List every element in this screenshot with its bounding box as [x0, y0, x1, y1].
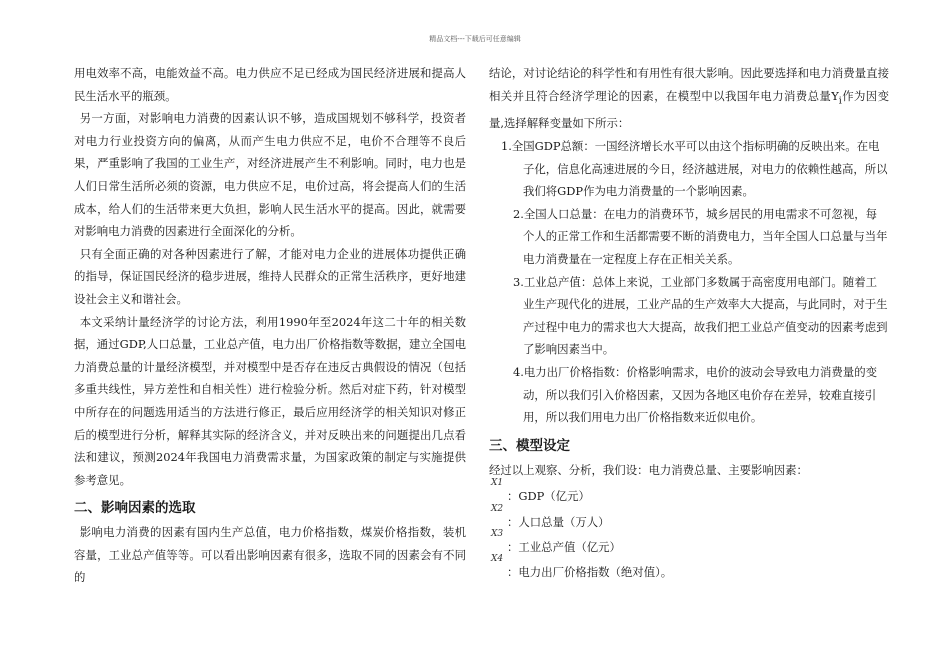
- variable-row: [489, 478, 889, 506]
- paragraph: 另一方面，对影响电力消费的因素认识不够，造成国规划不够科学，投资者对电力行业投资方向的偏离，从而产生电力供应不足，电价不合理等不良后果，严重影响了我国的工业生产，对经济进展产生不利影响。同时，电力也是人们日常生活所必须的资源，电力供应不足，电价过高，将会提高人们的生活成本，给人们的生活带来更大负担，影响人民生活水平的提高。因此，就需要对影响电力消费的因素进行全面深化的分析。: [74, 111, 466, 239]
- list-item-cont: 动，所以我们引入价格因素，又因为各地区电价存在差异，较难直接引用，所以我们用电力出厂价格指数来近似电价。: [523, 387, 877, 425]
- list-item-cont: 子化，信息化高速进展的今日，经济越进展，对电力的依赖性越高，所以我们将GDP作为电力消费量的一个影响因素。: [523, 161, 888, 199]
- variable-desc: ：GDP（亿元）: [507, 489, 590, 504]
- variable-row: [489, 528, 889, 557]
- list-item-lead: 3.工业总产值：总体上来说，工业部门多数属于高密度用电部门。随着工: [513, 274, 877, 289]
- left-column: [74, 62, 466, 589]
- variable-symbol: X1: [491, 478, 504, 489]
- variable-row: [489, 553, 889, 582]
- list-item-lead: 2.全国人口总量：在电力的消费环节，城乡居民的用电需求不可忽视，每: [513, 206, 877, 221]
- list-item-cont: 业生产现代化的进展，工业产品的生产效率大大提高，与此同时，对于生产过程中电力的需求也大大提高，故我们把工业总产值变动的因素考虑到了影响因素当中。: [523, 297, 888, 357]
- list-item-lead: 1.全国GDP总额：一国经济增长水平可以由这个指标明确的反映出来。在电: [501, 139, 880, 154]
- variable-row: [489, 503, 889, 532]
- paragraph: 用电效率不高，电能效益不高。电力供应不足已经成为国民经济进展和提高人民生活水平的瓶颈。: [74, 66, 466, 103]
- section-heading: 二、影响因素的选取: [74, 500, 196, 517]
- paragraph: 本文采纳计量经济学的讨论方法，利用1990年至2024年这二十年的相关数据，通过GDP,人口总量，工业总产值，电力出厂价格指数等数据，建立全国电力消费总量的计量经济模型，并对模型中是否存在违反古典假设的情况（包括多重共线性，异方差性和自相关性）进行检验分析。然后对症下药，针对模型中所存在的问题选用适当的方法进行修正，最后应用经济学的相关知识对修正后的模型进行分析，解释其实际的经济含义，并对反映出来的问题提出几点看法和建议，预测2024年我国电力消费需求量，为国家政策的制定与实施提供参考意见。: [74, 314, 466, 487]
- list-item-cont: 个人的正常工作和生活都需要不断的消费电力，当年全国人口总量与当年电力消费量在一定程度上存在正相关关系。: [523, 229, 888, 267]
- paragraph: 只有全面正确的对各种因素进行了解，才能对电力企业的进展体功提供正确的指导，保证国民经济的稳步进展，维持人民群众的正常生活秩序，更好地建设社会主义和谐社会。: [74, 246, 466, 306]
- variable-symbol: X4: [491, 553, 504, 564]
- page-header: 精品文档---下载后可任意编辑: [429, 35, 521, 43]
- variable-desc: ：人口总量（万人）: [507, 514, 610, 529]
- paragraph: [489, 62, 889, 135]
- list-item: [513, 271, 889, 361]
- paragraph: 影响电力消费的因素有国内生产总值，电力价格指数，煤炭价格指数，装机容量，工业总产值等等。可以看出影响因素有很多，选取不同的因素会有不同的: [74, 525, 466, 585]
- paragraph: 经过以上观察、分析，我们设：电力消费总量、主要影响因素：: [489, 462, 808, 477]
- subscript: i: [838, 94, 842, 106]
- section-heading: 三、模型设定: [489, 437, 570, 454]
- paragraph-text: 作为因变量,选择解释变量如下所示：: [489, 88, 889, 131]
- variable-desc: ：电力出厂价格指数（绝对值）。: [507, 564, 673, 579]
- list-item: [513, 361, 889, 429]
- list-item: [513, 203, 889, 271]
- variable-symbol: X2: [491, 503, 504, 514]
- paragraph-text: 结论，对讨论结论的科学性和有用性有很大影响。因此要选择和电力消费量直接相关并且符合经济学理论的因素，在模型中以我国年电力消费总量Y: [489, 66, 889, 103]
- right-column: [489, 62, 889, 582]
- list-item-lead: 4.电力出厂价格指数：价格影响需求，电价的波动会导致电力消费量的变: [513, 365, 877, 379]
- variable-symbol: X3: [491, 528, 504, 539]
- variable-desc: ：工业总产值（亿元）: [507, 539, 621, 554]
- list-item: [501, 135, 889, 203]
